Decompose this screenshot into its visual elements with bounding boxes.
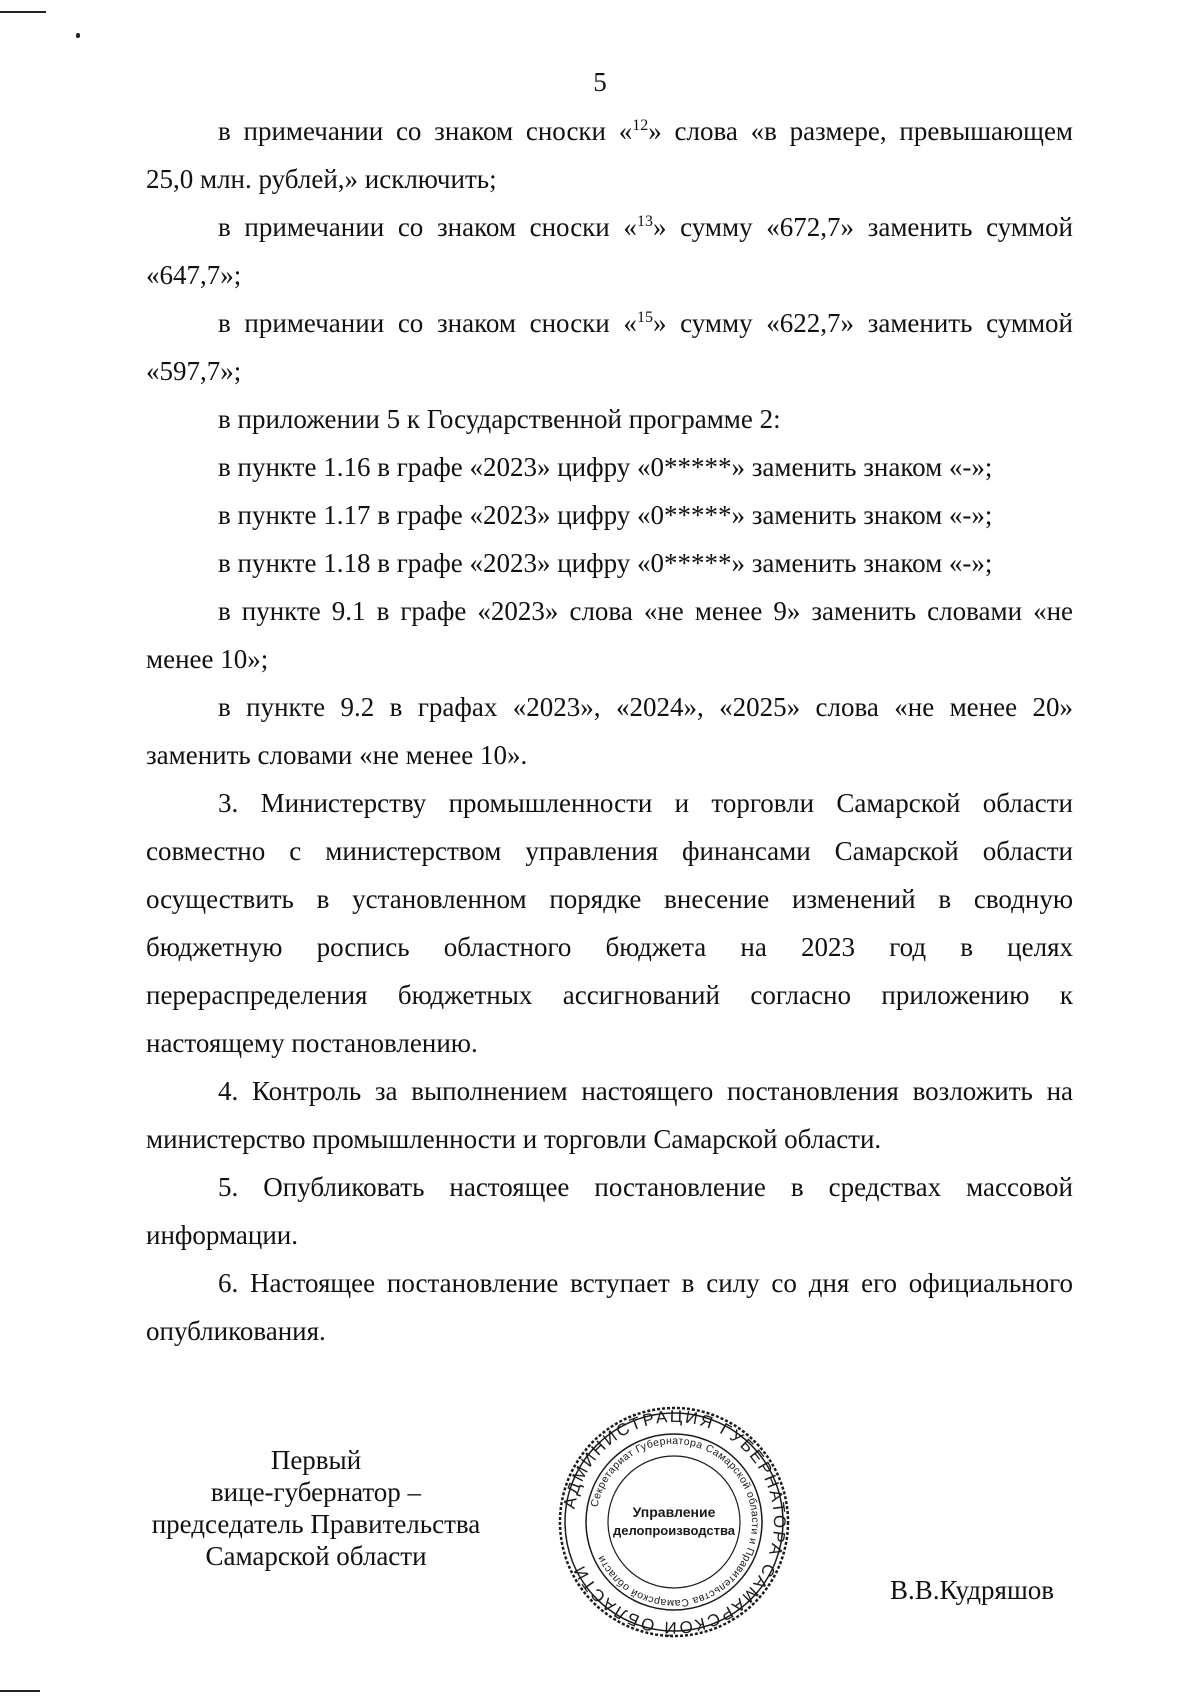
signatory-title: [146, 1444, 486, 1572]
seal-center-line-1: Управление: [632, 1504, 716, 1520]
paragraph-item-9-1: в пункте 9.1 в графе «2023» слова «не менее 9» заменить словами «не менее 10»;: [146, 596, 1073, 674]
paragraph-clause-3: 3. Министерству промышленности и торговли Самарской области совместно с министерством управления финансами Самарской области осуществить в установленном порядке внесение изменений в сводную бюджетную роспись областного бюджета на 2023 год в целях перераспределения бюджетных ассигнований согласно приложению к настоящему постановлению.: [146, 788, 1073, 1058]
paragraph-clause-6: 6. Настоящее постановление вступает в силу со дня его официального опубликования.: [146, 1268, 1073, 1346]
paragraph-clause-4: 4. Контроль за выполнением настоящего постановления возложить на министерство промышленности и торговли Самарской области.: [146, 1076, 1073, 1154]
scan-artifact: [0, 11, 46, 13]
seal-center-line-2: делопроизводства: [612, 1523, 736, 1538]
paragraph-item-1-18: в пункте 1.18 в графе «2023» цифру «0*****» заменить знаком «-»;: [218, 548, 993, 578]
paragraph-footnote-13: в примечании со знаком сноски «$^{13}$» сумму «672,7» заменить суммой «647,7»;: [146, 212, 1073, 290]
paragraph-item-1-16: в пункте 1.16 в графе «2023» цифру «0*****» заменить знаком «-»;: [218, 452, 993, 482]
official-seal: [556, 1404, 792, 1640]
paragraph-appendix-5: в приложении 5 к Государственной программе 2:: [218, 404, 781, 434]
paragraph-footnote-12: в примечании со знаком сноски «$^{12}$» слова «в размере, превышающем 25,0 млн. рублей,» исключить;: [146, 116, 1074, 194]
seal-outer-text: АДМИНИСТРАЦИЯ ГУБЕРНАТОРА САМАРСКОЙ ОБЛАСТИ: [559, 1406, 790, 1638]
signer-name: В.В.Кудряшов: [890, 1575, 1054, 1605]
signatory-title-line: председатель Правительства: [151, 1509, 481, 1539]
paragraph-clause-5: 5. Опубликовать настоящее постановление в средствах массовой информации.: [146, 1172, 1073, 1250]
signatory-title-line: Самарской области: [205, 1541, 427, 1571]
scan-artifact: [0, 1690, 40, 1692]
signatory-title-line: Первый: [270, 1445, 362, 1475]
signatory-title-line: вице-губернатор –: [210, 1477, 422, 1507]
scan-artifact: [76, 33, 80, 38]
paragraph-item-9-2: в пункте 9.2 в графах «2023», «2024», «2025» слова «не менее 20» заменить словами «не менее 10».: [146, 692, 1073, 770]
seal-inner-text: Секретариат Губернатора Самарской области и Правительства Самарской области: [588, 1434, 762, 1610]
document-body: [146, 107, 1073, 1355]
page-number: 5: [593, 67, 607, 97]
paragraph-item-1-17: в пункте 1.17 в графе «2023» цифру «0*****» заменить знаком «-»;: [218, 500, 993, 530]
paragraph-footnote-15: в примечании со знаком сноски «$^{15}$» сумму «622,7» заменить суммой «597,7»;: [146, 308, 1073, 386]
